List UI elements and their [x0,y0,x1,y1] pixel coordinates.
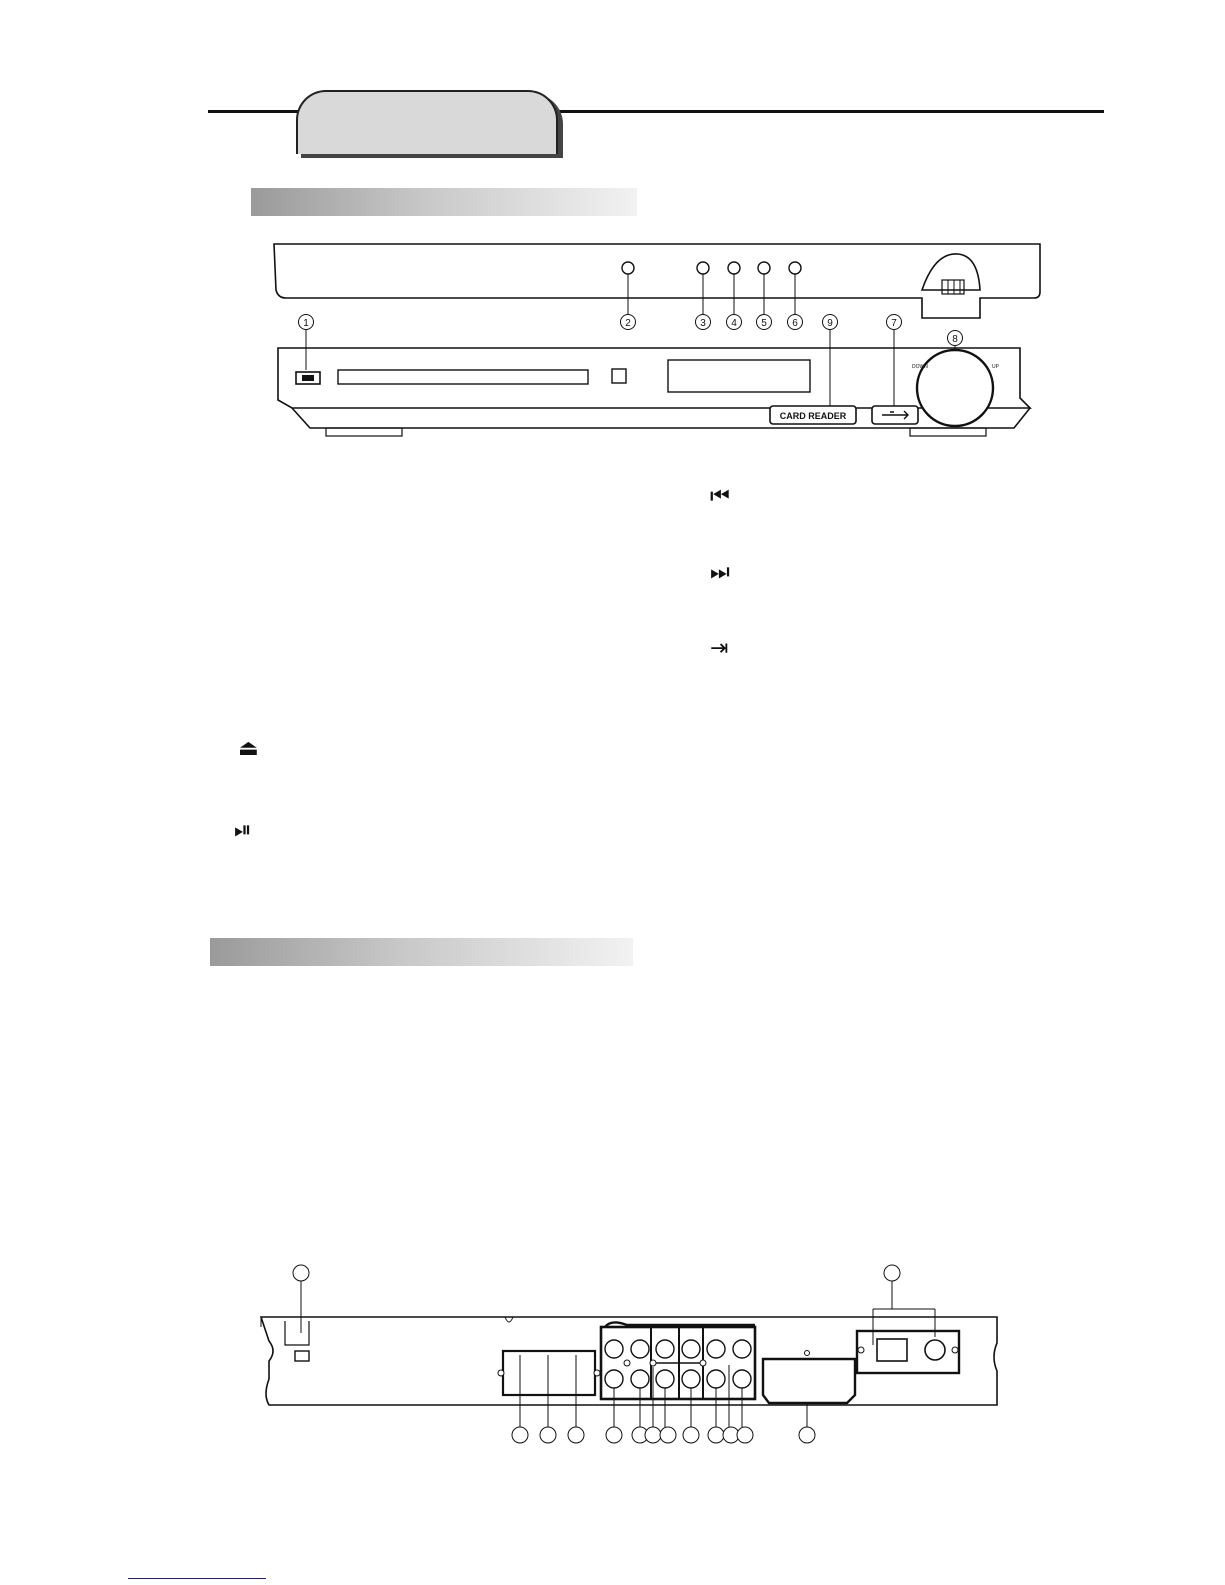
power-switch [295,1351,309,1361]
header-rule-left [208,110,300,113]
section-bar-rear [210,938,633,966]
callout-5: 5 [761,318,767,329]
callout-4: 4 [731,318,737,329]
fm-antenna-jack [877,1339,907,1361]
speaker-terminals [503,1351,595,1395]
display-window [668,360,810,392]
ir-window [612,369,626,383]
eject-icon: ⏏ [238,736,259,761]
rear-panel-diagram [255,1255,1010,1450]
callout-1: 1 [303,318,309,329]
volume-knob [917,350,993,426]
prev-track-icon: ⏮ [710,484,730,509]
input-source-icon: ⇥ [710,636,729,661]
callout-7: 7 [891,318,897,329]
scart-connector [763,1359,855,1403]
next-track-icon: ⏭ [710,560,730,585]
callout-3: 3 [700,318,706,329]
play-pause-icon: ⏯ [234,818,252,843]
knob-up-label: UP [992,364,999,370]
callout-9: 9 [827,318,833,329]
antenna-block [857,1331,959,1373]
callout-8: 8 [952,334,958,345]
top-buttons [622,262,801,274]
disc-tray [338,370,588,384]
section-bar-front [251,188,637,216]
callout-6: 6 [792,318,798,329]
footer-link-underline [128,1578,266,1579]
card-reader-label: CARD READER [779,411,847,421]
front-panel-diagram [250,230,1050,450]
rear-callout-top-right [884,1265,900,1281]
rear-callouts-bottom [512,1427,815,1443]
callout-2: 2 [625,318,631,329]
am-antenna-jack [925,1340,945,1360]
header-tab [296,90,558,154]
header-rule-right [556,110,1104,113]
rear-callout-top-left [293,1265,309,1281]
knob-down-label: DOWN [912,364,928,370]
